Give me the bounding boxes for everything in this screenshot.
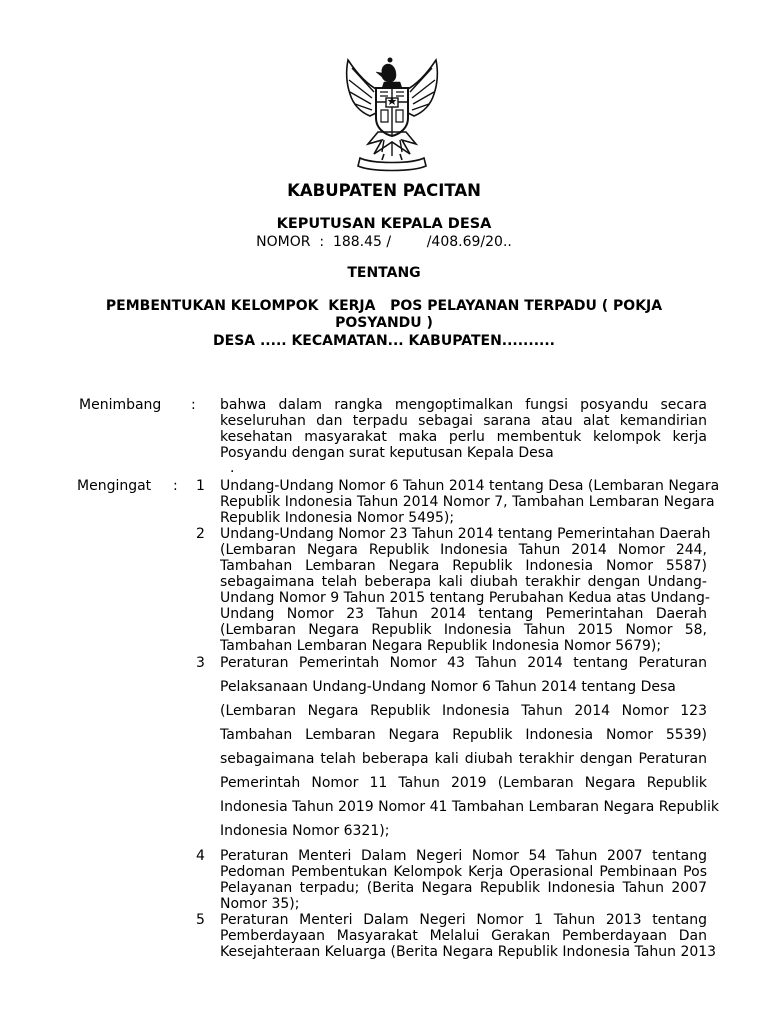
garuda-emblem-icon <box>338 56 446 172</box>
recalling-label: Mengingat <box>77 478 152 494</box>
recalling-item-line: Nomor 35); <box>220 896 300 912</box>
recalling-item-line: Pedoman Pembentukan Kelompok Kerja Operasional Pembinaan Pos <box>220 864 707 880</box>
recalling-item-line: Tambahan Lembaran Negara Republik Indonesia Nomor 5587) <box>220 558 707 574</box>
region-heading: KABUPATEN PACITAN <box>287 181 481 200</box>
subject-line-1: PEMBENTUKAN KELOMPOK KERJA POS PELAYANAN TERPADU ( POKJA <box>105 298 663 314</box>
recalling-item-line: Undang-Undang Nomor 23 Tahun 2014 tentang Pemerintahan Daerah <box>220 526 711 542</box>
recalling-item-line: Pelayanan terpadu; (Berita Negara Republik Indonesia Tahun 2007 <box>220 880 707 896</box>
recalling-item-2 <box>220 526 711 654</box>
recalling-item-line: Peraturan Pemerintah Nomor 43 Tahun 2014 tentang Peraturan <box>220 655 707 671</box>
recalling-item-number: 2 <box>196 526 205 542</box>
considering-colon: : <box>191 397 196 413</box>
considering-line: Posyandu dengan surat keputusan Kepala Desa <box>220 445 554 461</box>
recalling-item-number: 4 <box>196 848 205 864</box>
considering-label: Menimbang <box>79 397 162 413</box>
considering-trailing-dot: . <box>230 460 235 476</box>
recalling-item-line: Republik Indonesia Nomor 5495); <box>220 510 455 526</box>
recalling-item-3 <box>220 651 720 843</box>
recalling-item-line: Peraturan Menteri Dalam Negeri Nomor 1 Tahun 2013 tentang <box>220 912 707 928</box>
recalling-item-line: Kesejahteraan Keluarga (Berita Negara Republik Indonesia Tahun 2013 <box>220 944 717 960</box>
recalling-item-number: 5 <box>196 912 205 928</box>
recalling-item-line: Tambahan Lembaran Negara Republik Indonesia Nomor 5539) <box>220 727 707 743</box>
subject-line-3: DESA ..... KECAMATAN... KABUPATEN.......... <box>213 333 555 349</box>
recalling-item-line: Undang Nomor 23 Tahun 2014 tentang Pemerintahan Daerah <box>220 606 707 622</box>
recalling-item-line: Undang-Undang Nomor 6 Tahun 2014 tentang Desa (Lembaran Negara <box>220 478 720 494</box>
recalling-item-5 <box>220 912 717 960</box>
decree-title: KEPUTUSAN KEPALA DESA <box>276 216 492 232</box>
recalling-item-line: Peraturan Menteri Dalam Negeri Nomor 54 Tahun 2007 tentang <box>220 848 707 864</box>
recalling-item-line: (Lembaran Negara Republik Indonesia Tahun 2015 Nomor 58, <box>220 622 707 638</box>
recalling-item-line: Pemberdayaan Masyarakat Melalui Gerakan Pemberdayaan Dan <box>220 928 707 944</box>
considering-paragraph <box>220 397 707 461</box>
recalling-item-line: Indonesia Nomor 6321); <box>220 823 390 839</box>
recalling-item-4 <box>220 848 707 912</box>
recalling-item-line: sebagaimana telah beberapa kali diubah terakhir dengan Undang- <box>220 574 707 590</box>
recalling-item-line: Indonesia Tahun 2019 Nomor 41 Tambahan Lembaran Negara Republik <box>220 799 720 815</box>
considering-line: kesehatan masyarakat maka perlu membentuk kelompok kerja <box>220 429 707 445</box>
recalling-item-line: Pemerintah Nomor 11 Tahun 2019 (Lembaran Negara Republik <box>220 775 707 791</box>
considering-line: keseluruhan dan terpadu sebagai sarana atau alat kemandirian <box>220 413 707 429</box>
about-heading: TENTANG <box>347 265 421 281</box>
recalling-item-number: 3 <box>196 655 205 671</box>
recalling-item-line: sebagaimana telah beberapa kali diubah terakhir dengan Peraturan <box>220 751 707 767</box>
recalling-item-number: 1 <box>196 478 205 494</box>
recalling-item-line: (Lembaran Negara Republik Indonesia Tahun 2014 Nomor 123 <box>220 703 707 719</box>
recalling-item-line: Undang Nomor 9 Tahun 2015 tentang Perubahan Kedua atas Undang- <box>220 590 710 606</box>
recalling-item-line: (Lembaran Negara Republik Indonesia Tahun 2014 Nomor 244, <box>220 542 707 558</box>
recalling-item-line: Republik Indonesia Tahun 2014 Nomor 7, Tambahan Lembaran Negara <box>220 494 715 510</box>
considering-line: bahwa dalam rangka mengoptimalkan fungsi posyandu secara <box>220 397 707 413</box>
recalling-item-line: Tambahan Lembaran Negara Republik Indonesia Nomor 5679); <box>220 638 662 654</box>
decree-number: NOMOR : 188.45 / /408.69/20.. <box>256 234 512 250</box>
subject-line-2: POSYANDU ) <box>335 315 433 331</box>
recalling-item-line: Pelaksanaan Undang-Undang Nomor 6 Tahun 2014 tentang Desa <box>220 679 676 695</box>
recalling-item-1 <box>220 478 720 526</box>
recalling-colon: : <box>173 478 178 494</box>
